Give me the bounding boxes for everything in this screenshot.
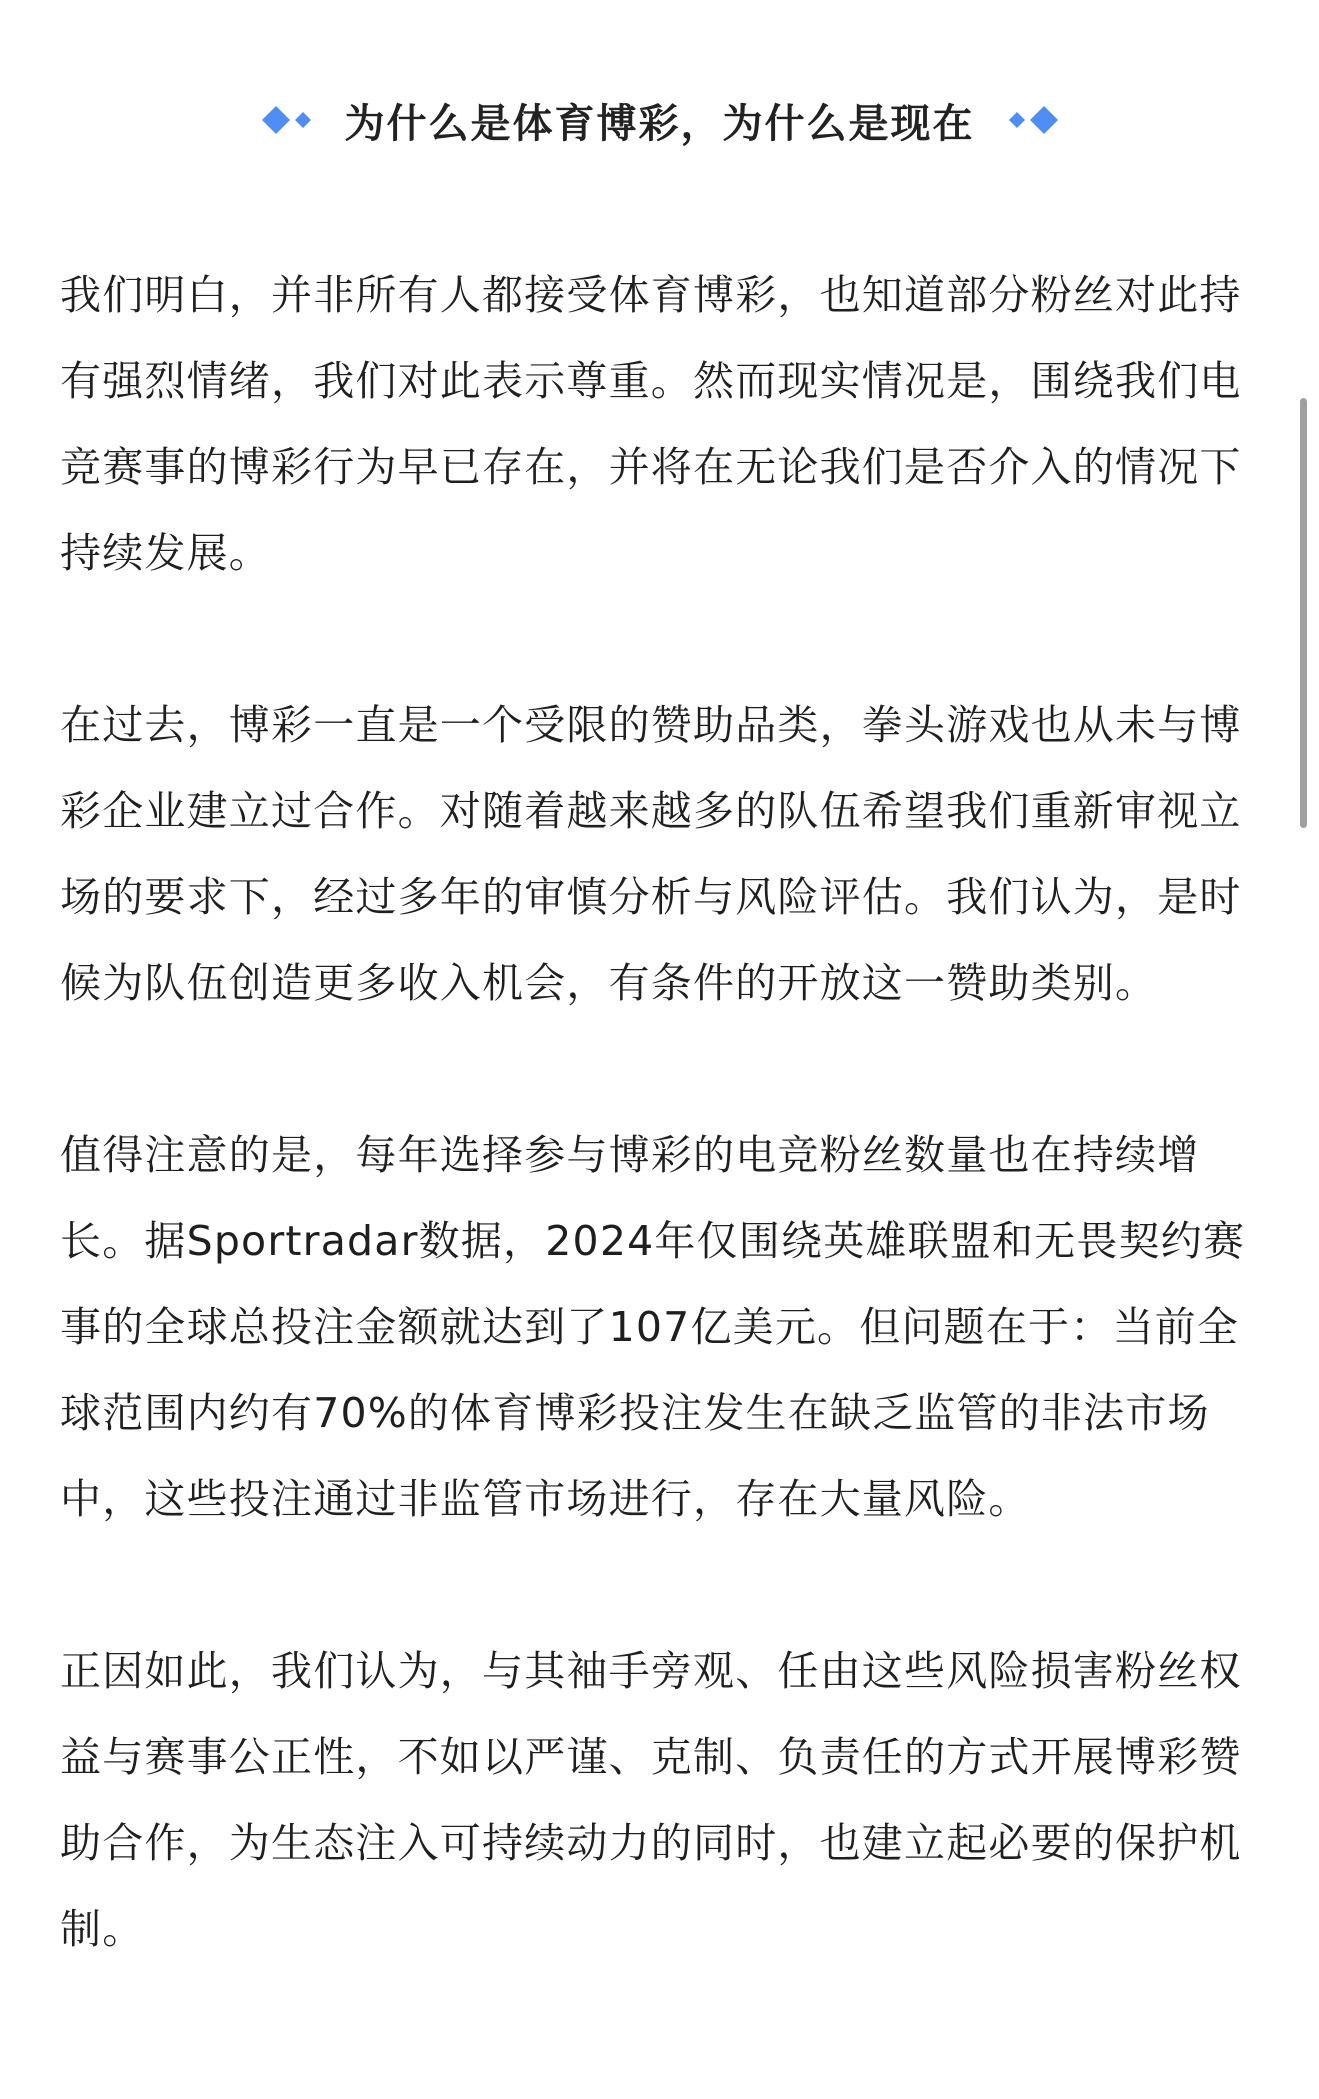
section-heading — [0, 88, 1319, 152]
paragraph-3: 值得注意的是，每年选择参与博彩的电竞粉丝数量也在持续增长。据Sportradar数据，2024年仅围绕英雄联盟和无畏契约赛事的全球总投注金额就达到了107亿美元。但问题在于：当前全球范围内约有70%的体育博彩投注发生在缺乏监管的非法市场中，这些投注通过非监管市场进行，存在大量风险。 — [60, 1131, 1246, 1523]
paragraph-4: 正因如此，我们认为，与其袖手旁观、任由这些风险损害粉丝权益与赛事公正性，不如以严谨、克制、负责任的方式开展博彩赞助合作，为生态注入可持续动力的同时，也建立起必要的保护机制。 — [60, 1647, 1242, 1953]
diamond-pair-icon — [259, 103, 317, 137]
vertical-scrollbar[interactable] — [1300, 398, 1307, 828]
section-title: 为什么是体育博彩，为什么是现在 — [344, 100, 975, 147]
diamond-pair-icon — [1003, 103, 1061, 137]
article-body — [60, 252, 1260, 2058]
paragraph-2: 在过去，博彩一直是一个受限的赞助品类，拳头游戏也从未与博彩企业建立过合作。对随着越来越多的队伍希望我们重新审视立场的要求下，经过多年的审慎分析与风险评估。我们认为，是时候为队伍创造更多收入机会，有条件的开放这一赞助类别。 — [60, 701, 1242, 1007]
paragraph-1: 我们明白，并非所有人都接受体育博彩，也知道部分粉丝对此持有强烈情绪，我们对此表示尊重。然而现实情况是，围绕我们电竞赛事的博彩行为早已存在，并将在无论我们是否介入的情况下持续发展。 — [60, 271, 1242, 577]
